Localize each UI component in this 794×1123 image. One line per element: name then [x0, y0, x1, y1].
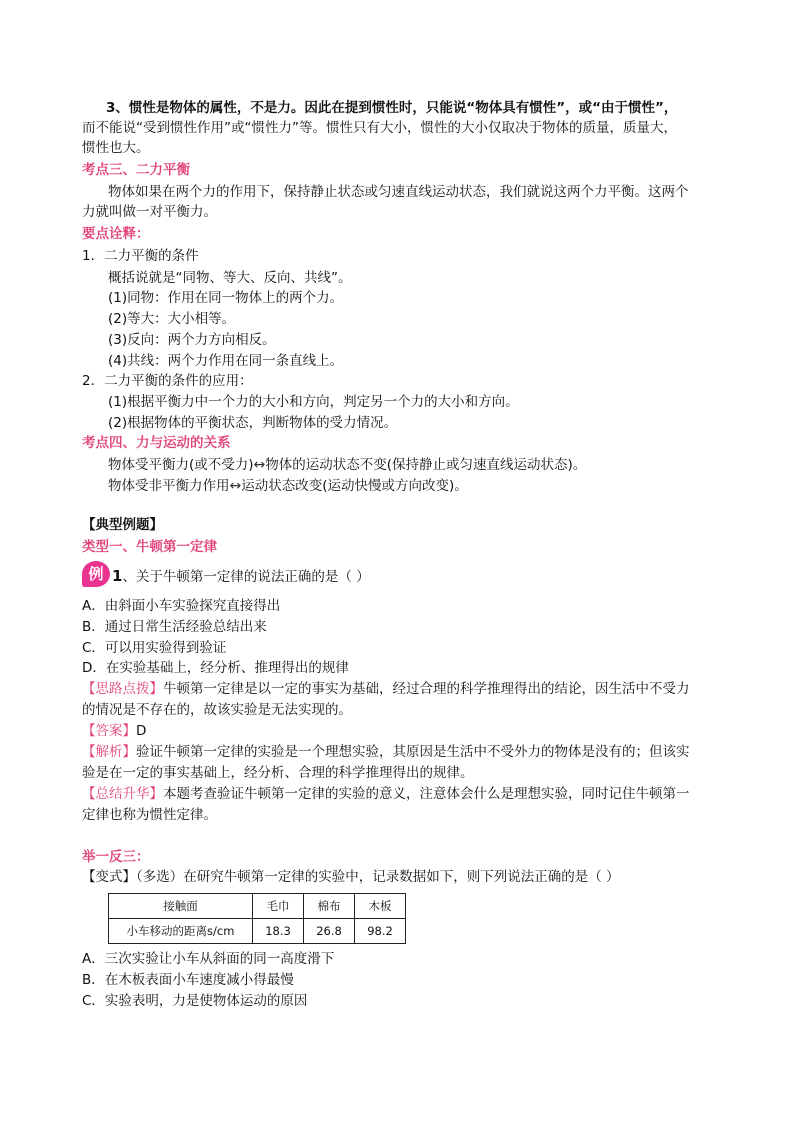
option-b: B．通过日常生活经验总结出来 — [82, 619, 267, 635]
application-2: (2)根据物体的平衡状态，判断物体的受力情况。 — [108, 415, 398, 431]
relation-1-condition: 物体受平衡力(或不受力) — [108, 457, 254, 473]
table-cell: 18.3 — [253, 919, 304, 944]
relation-1-result: 物体的运动状态不变(保持静止或匀速直线运动状态)。 — [265, 457, 587, 473]
condition-equal-magnitude: (2)等大：大小相等。 — [108, 311, 236, 327]
section3-para-2: 力就叫做一对平衡力。 — [82, 204, 217, 220]
analysis-line-2: 验是在一定的事实基础上，经分析、合理的科学推理得出的规律。 — [82, 765, 474, 781]
table-header-row — [109, 894, 406, 919]
table-cell: 木板 — [355, 894, 406, 919]
condition-same-object: (1)同物：作用在同一物体上的两个力。 — [108, 290, 344, 306]
table-cell: 棉布 — [304, 894, 355, 919]
example-badge-icon: 例 — [82, 561, 110, 587]
hint-line-2: 的情况是不存在的，故该实验是无法实现的。 — [82, 702, 352, 718]
table-cell: 毛巾 — [253, 894, 304, 919]
double-arrow-icon: ↔ — [229, 478, 242, 494]
example-1-question — [112, 566, 370, 587]
section3-title: 考点三、二力平衡 — [82, 162, 190, 178]
option-a: A．由斜面小车实验探究直接得出 — [82, 598, 281, 614]
relation-balanced-forces — [108, 455, 586, 475]
table-row — [109, 919, 406, 944]
variant-option-a: A．三次实验让小车从斜面的同一高度滑下 — [82, 951, 335, 967]
answer-line — [82, 721, 146, 741]
inertia-note-line-1: 3、惯性是物体的属性，不是力。因此在提到惯性时，只能说“物体具有惯性”，或“由于惯性”， — [106, 100, 678, 116]
answer-tag: 【答案】 — [82, 723, 136, 739]
section3-para-1: 物体如果在两个力的作用下，保持静止状态或匀速直线运动状态，我们就说这两个力平衡。这两个 — [108, 184, 689, 200]
table-cell: 98.2 — [355, 919, 406, 944]
option-d: D．在实验基础上，经分析、推理得出的规律 — [82, 660, 349, 676]
table-cell: 小车移动的距离s/cm — [109, 919, 253, 944]
inertia-note-line-2: 而不能说“受到惯性作用”或“惯性力”等。惯性只有大小，惯性的大小仅取决于物体的质量，质量大， — [82, 120, 677, 136]
examples-header: 【典型例题】 — [82, 517, 163, 533]
summary-line-1: 【总结升华】本题考查验证牛顿第一定律的实验的意义，注意体会什么是理想实验，同时记住牛顿第一 — [82, 786, 690, 802]
question-text: 、关于牛顿第一定律的说法正确的是（ ） — [122, 569, 370, 585]
question-number: 1 — [112, 567, 123, 585]
variant-title: 举一反三： — [82, 849, 150, 865]
application-1: (1)根据平衡力中一个力的大小和方向，判定另一个力的大小和方向。 — [108, 394, 519, 410]
example-type-1-title: 类型一、牛顿第一定律 — [82, 539, 217, 555]
key-points-item-1-summary: 概括说就是“同物、等大、反向、共线”。 — [108, 270, 352, 286]
section4-title: 考点四、力与运动的关系 — [82, 435, 231, 451]
hint-tag: 【思路点拨】 — [82, 681, 163, 697]
summary-line-2: 定律也称为惯性定律。 — [82, 807, 217, 823]
key-points-title: 要点诠释： — [82, 226, 150, 242]
analysis-tag: 【解析】 — [82, 744, 136, 760]
variant-option-b: B．在木板表面小车速度减小得最慢 — [82, 972, 294, 988]
relation-2-condition: 物体受非平衡力作用 — [108, 478, 230, 494]
key-points-item-2-title: 2．二力平衡的条件的应用： — [82, 373, 253, 389]
table-cell: 接触面 — [109, 894, 253, 919]
key-points-item-1-title: 1．二力平衡的条件 — [82, 248, 199, 264]
condition-opposite-direction: (3)反向：两个力方向相反。 — [108, 332, 276, 348]
table-cell: 26.8 — [304, 919, 355, 944]
experiment-data-table — [108, 893, 406, 944]
condition-collinear: (4)共线：两个力作用在同一条直线上。 — [108, 353, 344, 369]
double-arrow-icon: ↔ — [253, 457, 266, 473]
hint-line-1: 【思路点拨】牛顿第一定律是以一定的事实为基础，经过合理的科学推理得出的结论，因生活中不受力 — [82, 681, 690, 697]
answer-value: D — [136, 723, 147, 739]
analysis-line-1: 【解析】验证牛顿第一定律的实验是一个理想实验，其原因是生活中不受外力的物体是没有的；但该实 — [82, 744, 690, 760]
relation-2-result: 运动状态改变(运动快慢或方向改变)。 — [241, 478, 468, 494]
option-c: C．可以用实验得到验证 — [82, 640, 227, 656]
summary-tag: 【总结升华】 — [82, 786, 163, 802]
variant-stem: 【变式】（多选）在研究牛顿第一定律的实验中，记录数据如下，则下列说法正确的是（ ） — [82, 869, 620, 885]
inertia-note-line-3: 惯性也大。 — [82, 140, 150, 156]
relation-unbalanced-forces — [108, 476, 468, 496]
variant-option-c: C．实验表明，力是使物体运动的原因 — [82, 993, 308, 1009]
